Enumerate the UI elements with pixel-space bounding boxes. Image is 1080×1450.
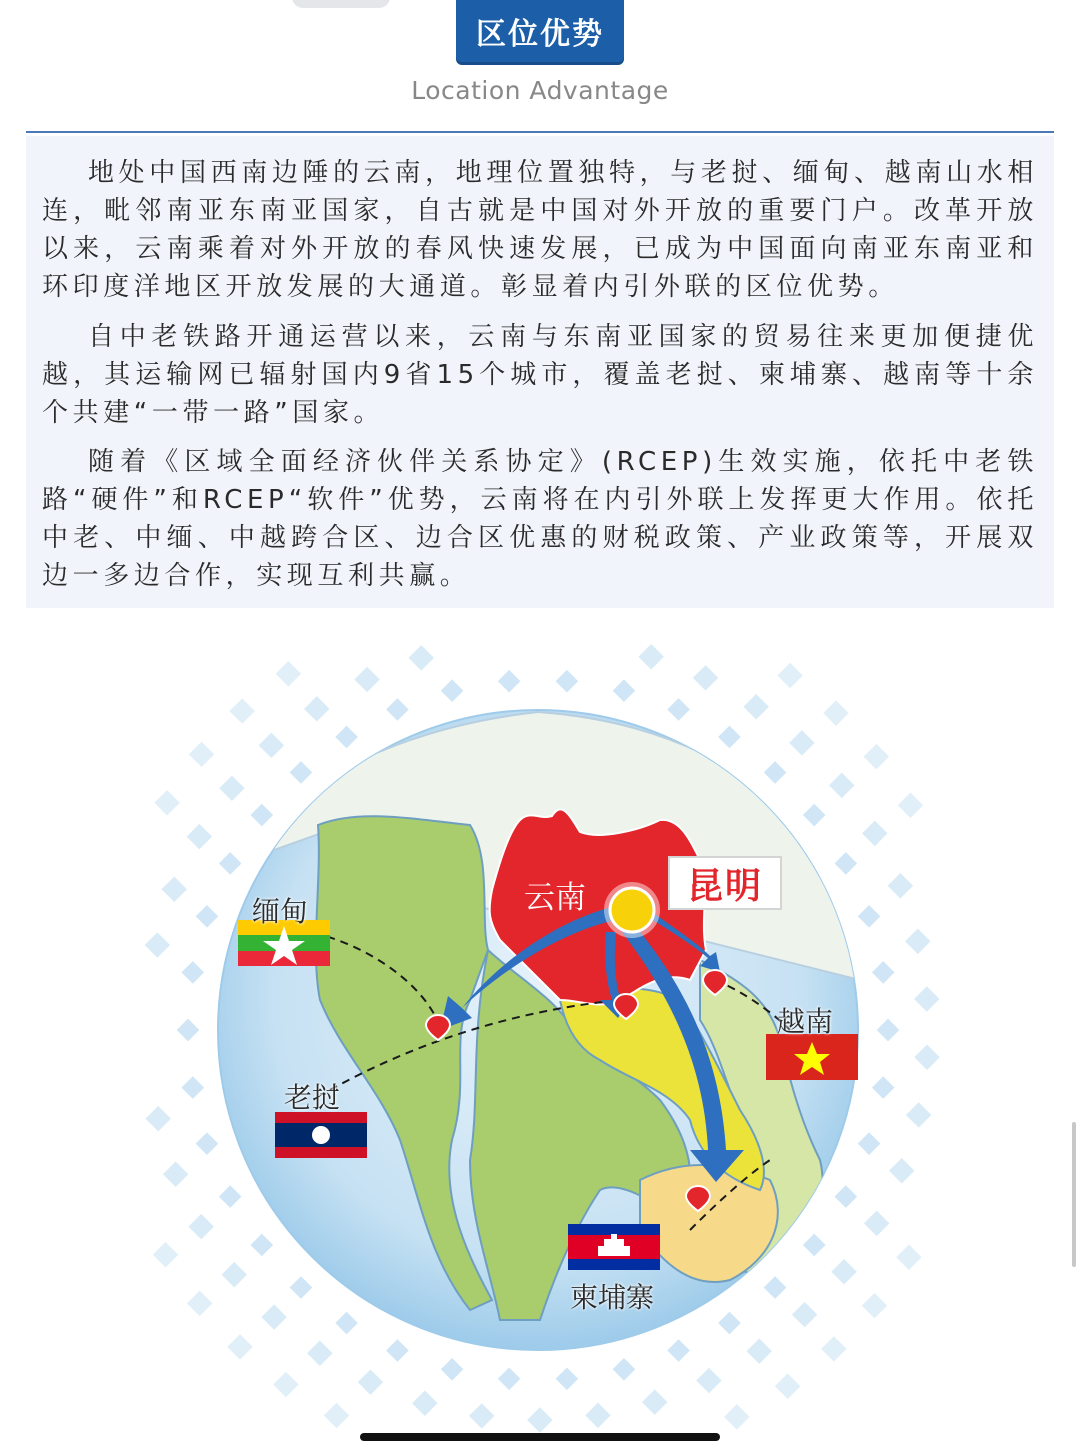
decor-diamond — [250, 1234, 273, 1257]
decor-diamond — [777, 663, 802, 688]
decor-diamond — [877, 1019, 900, 1042]
decor-diamond — [864, 744, 889, 769]
decor-diamond — [829, 773, 854, 798]
decor-diamond — [613, 679, 636, 702]
map-graphic — [0, 620, 1080, 1440]
decor-diamond — [181, 961, 204, 984]
home-indicator[interactable] — [360, 1433, 720, 1441]
decor-diamond — [219, 776, 244, 801]
divider — [26, 131, 1054, 133]
decor-diamond — [888, 873, 913, 898]
decor-diamond — [556, 670, 579, 693]
decor-diamond — [718, 726, 741, 749]
decor-diamond — [747, 1338, 772, 1363]
decor-diamond — [872, 961, 895, 984]
decor-diamond — [307, 1341, 332, 1366]
label-vietnam: 越南 — [777, 1005, 834, 1038]
decor-diamond — [409, 645, 434, 670]
decor-diamond — [304, 696, 329, 721]
decor-diamond — [229, 698, 254, 723]
decor-diamond — [914, 1045, 939, 1070]
decor-diamond — [187, 824, 212, 849]
decor-diamond — [261, 1304, 286, 1329]
decor-diamond — [803, 1234, 826, 1257]
section-subtitle: Location Advantage — [411, 76, 669, 105]
decor-diamond — [222, 1262, 247, 1287]
intro-text-panel — [26, 136, 1054, 608]
decor-diamond — [162, 877, 187, 902]
vietnam-flag-icon — [766, 1034, 858, 1080]
decor-diamond — [250, 804, 273, 827]
decor-diamond — [906, 1102, 931, 1127]
decor-diamond — [862, 1293, 887, 1318]
decor-diamond — [835, 852, 858, 875]
decor-diamond — [153, 1242, 178, 1267]
decor-diamond — [290, 761, 313, 784]
decor-diamond — [821, 1336, 846, 1361]
scrollbar[interactable] — [1072, 1122, 1076, 1267]
decor-diamond — [276, 661, 301, 686]
label-laos: 老挝 — [284, 1081, 341, 1114]
kunming-hub — [604, 882, 660, 938]
decor-diamond — [862, 821, 887, 846]
decor-diamond — [872, 1076, 895, 1099]
decor-diamond — [219, 852, 242, 875]
decor-diamond — [412, 1390, 437, 1415]
decor-diamond — [354, 667, 379, 692]
decor-diamond — [227, 1334, 252, 1359]
decor-diamond — [789, 730, 814, 755]
decor-diamond — [896, 1245, 921, 1270]
location-map — [0, 620, 1080, 1440]
decor-diamond — [764, 761, 787, 784]
decor-diamond — [469, 1403, 494, 1428]
decor-diamond — [905, 929, 930, 954]
decor-diamond — [441, 679, 464, 702]
decor-diamond — [145, 932, 170, 957]
paragraph-2: 自中老铁路开通运营以来，云南与东南亚国家的贸易往来更加便捷优越，其运输网已辐射国内9省15个城市，覆盖老挝、柬埔寨、越南等十余个共建“一带一路”国家。 — [42, 322, 1038, 428]
decor-diamond — [792, 1302, 817, 1327]
decor-diamond — [358, 1369, 383, 1394]
decor-diamond — [196, 905, 219, 928]
label-yunnan: 云南 — [524, 880, 586, 916]
label-myanmar: 缅甸 — [252, 895, 309, 928]
decor-diamond — [163, 1161, 188, 1186]
decor-diamond — [613, 1358, 636, 1381]
decor-diamond — [835, 1185, 858, 1208]
decor-diamond — [693, 665, 718, 690]
decor-diamond — [696, 1368, 721, 1393]
decor-diamond — [914, 986, 939, 1011]
decor-diamond — [324, 1403, 349, 1428]
decor-diamond — [335, 726, 358, 749]
decor-diamond — [889, 1158, 914, 1183]
decor-diamond — [585, 1403, 610, 1428]
decor-diamond — [898, 793, 923, 818]
decor-diamond — [642, 1389, 667, 1414]
decor-diamond — [259, 733, 284, 758]
decor-diamond — [290, 1276, 313, 1299]
decor-diamond — [527, 1407, 552, 1432]
decor-diamond — [189, 742, 214, 767]
decor-diamond — [145, 1106, 170, 1131]
section-title: 区位优势 — [456, 0, 624, 62]
decor-diamond — [335, 1312, 358, 1335]
paragraph-3: 随着《区域全面经济伙伴关系协定》(RCEP)生效实施，依托中老铁路“硬件”和RCEP“软件”优势，云南将在内引外联上发挥更大作用。依托中老、中缅、中越跨合区、边合区优惠的财税政策、产业政策等，开展双边一多边合作，实现互利共赢。 — [42, 447, 1038, 591]
cambodia-flag-icon — [568, 1224, 660, 1270]
decor-diamond — [858, 1132, 881, 1155]
decor-diamond — [187, 1291, 212, 1316]
decor-diamond — [386, 698, 409, 721]
decor-diamond — [667, 1339, 690, 1362]
decor-diamond — [498, 1367, 521, 1390]
decor-diamond — [764, 1276, 787, 1299]
decor-diamond — [775, 1374, 800, 1399]
decor-diamond — [803, 804, 826, 827]
decor-diamond — [831, 1259, 856, 1284]
decor-diamond — [441, 1358, 464, 1381]
decor-diamond — [154, 790, 179, 815]
decor-diamond — [219, 1185, 242, 1208]
decor-diamond — [498, 670, 521, 693]
laos-flag-icon — [275, 1112, 367, 1158]
decor-diamond — [638, 644, 663, 669]
decor-diamond — [743, 694, 768, 719]
decor-diamond — [823, 700, 848, 725]
label-kunming: 昆明 — [668, 856, 782, 910]
decor-diamond — [864, 1211, 889, 1236]
label-cambodia: 柬埔寨 — [570, 1281, 655, 1314]
top-handle — [292, 0, 390, 8]
decor-diamond — [181, 1076, 204, 1099]
decor-diamond — [177, 1019, 200, 1042]
decor-diamond — [188, 1214, 213, 1239]
decor-diamond — [386, 1339, 409, 1362]
decor-diamond — [196, 1132, 219, 1155]
decor-diamond — [667, 698, 690, 721]
decor-diamond — [858, 905, 881, 928]
decor-diamond — [556, 1367, 579, 1390]
decor-diamond — [273, 1372, 298, 1397]
paragraph-1: 地处中国西南边陲的云南，地理位置独特，与老挝、缅甸、越南山水相连，毗邻南亚东南亚国家，自古就是中国对外开放的重要门户。改革开放以来，云南乘着对外开放的春风快速发展，已成为中国面向南亚东南亚和环印度洋地区开放发展的大通道。彰显着内引外联的区位优势。 — [42, 158, 1038, 302]
